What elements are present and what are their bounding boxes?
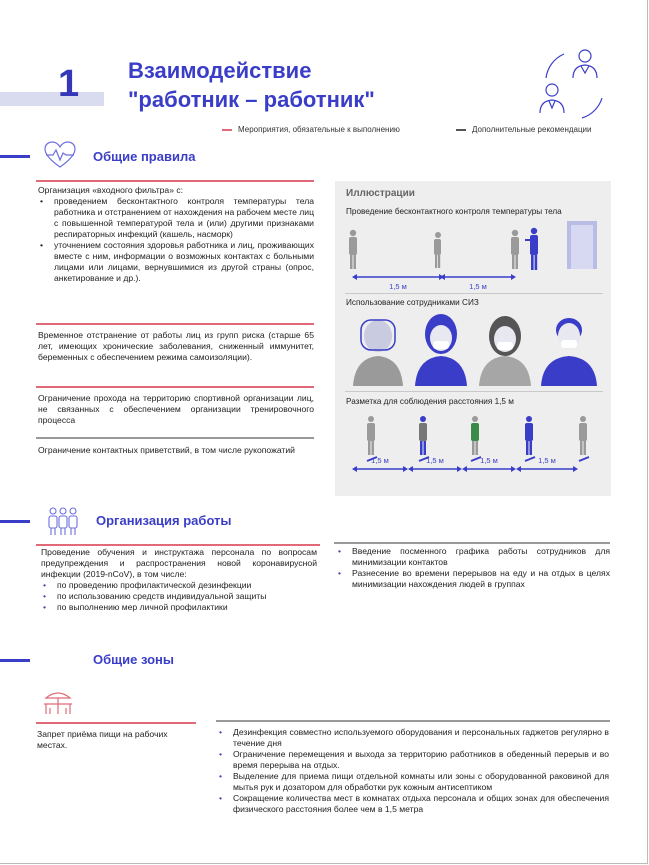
section-title-general: Общие правила bbox=[93, 149, 196, 164]
entry-filter-intro: Организация «входного фильтра» с: bbox=[38, 185, 184, 195]
optional-dash bbox=[456, 129, 466, 131]
temperature-check-illustration bbox=[343, 221, 605, 291]
illustrations-panel bbox=[335, 181, 611, 496]
list-item: • по использованию средств индивидуальной защиты bbox=[41, 591, 317, 602]
section-title-zones: Общие зоны bbox=[93, 652, 174, 667]
number-band bbox=[0, 92, 104, 106]
divider-grey bbox=[216, 720, 610, 722]
list-item: • уточнением состояния здоровья работника и лиц, проживающих вместе с ним, информации о возможных контактах с больными лицами или лицами, вернувшимися из другой страны (опрос, анкетирование и др.). bbox=[38, 240, 314, 284]
legend-mandatory-label: Мероприятия, обязательные к выполнению bbox=[238, 125, 400, 134]
list-item: • по проведению профилактической дезинфекции bbox=[41, 580, 317, 591]
section-bar-general bbox=[0, 155, 30, 158]
training-list bbox=[41, 580, 317, 613]
distance-label: 1,5 м bbox=[538, 456, 556, 465]
legend-mandatory bbox=[222, 125, 400, 135]
people-group-icon bbox=[46, 506, 80, 536]
distance-label: 1,5 м bbox=[480, 456, 498, 465]
divider-grey bbox=[334, 542, 610, 544]
divider-red bbox=[36, 722, 196, 724]
list-item: • по выполнению мер личной профилактики bbox=[41, 602, 317, 613]
divider-red bbox=[36, 323, 314, 325]
ppe-illustration bbox=[343, 312, 605, 386]
access-limit-text: Ограничение прохода на территорию спортивной организации лиц, не связанных с обеспечением организации тренировочного процесса bbox=[38, 393, 314, 425]
panel-separator bbox=[345, 293, 603, 294]
zones-block bbox=[217, 727, 609, 815]
divider-red bbox=[36, 386, 314, 388]
entry-filter-block bbox=[38, 185, 314, 284]
list-item: • Ограничение перемещения и выхода за территорию работников в обеденный перерыв и во время перерыва на отдых. bbox=[217, 749, 609, 771]
section-bar-work bbox=[0, 520, 30, 523]
divider-red bbox=[36, 544, 320, 546]
distance-marking-illustration bbox=[343, 411, 605, 491]
list-item: • Дезинфекция совместно используемого оборудования и персональных гаджетов регулярно в течение дня bbox=[217, 727, 609, 749]
mandatory-dash bbox=[222, 129, 232, 131]
dining-table-icon bbox=[40, 688, 76, 718]
list-item: • Выделение для приема пищи отдельной комнаты или зоны с оборудованной раковиной для мытья рук и дозатором для обработки рук кожным антисептиком bbox=[217, 771, 609, 793]
legend-optional-label: Дополнительные рекомендации bbox=[472, 125, 592, 134]
section-number: 1 bbox=[58, 63, 80, 105]
distance-label: 1,5 м bbox=[389, 282, 407, 291]
eating-ban-text: Запрет приёма пищи на рабочих местах. bbox=[37, 729, 168, 750]
page-title-line1: Взаимодействие bbox=[128, 58, 312, 83]
entry-filter-list bbox=[38, 196, 314, 284]
greeting-limit-text: Ограничение контактных приветствий, в том числе рукопожатий bbox=[38, 445, 295, 455]
training-block bbox=[41, 547, 317, 613]
divider-grey bbox=[36, 437, 314, 439]
page-title-line2: "работник – работник" bbox=[128, 86, 375, 112]
caption-temperature: Проведение бесконтактного контроля температуры тела bbox=[346, 207, 562, 216]
caption-distance-marking: Разметка для соблюдения расстояния 1,5 м bbox=[346, 397, 514, 406]
distance-label: 1,5 м bbox=[426, 456, 444, 465]
workers-illustration-icon bbox=[530, 40, 610, 120]
illustrations-title: Иллюстрации bbox=[346, 188, 415, 199]
section-title-work: Организация работы bbox=[96, 513, 232, 528]
shift-list bbox=[336, 546, 610, 590]
list-item: • проведением бесконтактного контроля температуры тела работника и отстранением от нахождения на рабочем месте лиц с повышенной температурой тела и (или) другими признаками респираторных инфекций (кашель, насморк) bbox=[38, 196, 314, 240]
risk-group-text: Временное отстранение от работы лиц из групп риска (старше 65 лет, имеющих хронические заболевания, сниженный иммунитет, беременных с обеспечением режима самоизоляции). bbox=[38, 330, 314, 362]
heart-pulse-icon bbox=[42, 140, 78, 170]
zones-list bbox=[217, 727, 609, 815]
caption-ppe: Использование сотрудниками СИЗ bbox=[346, 298, 479, 307]
distance-label: 1,5 м bbox=[469, 282, 487, 291]
divider-red bbox=[36, 180, 314, 182]
list-item: • Сокращение количества мест в комнатах отдыха персонала и общих зонах для обеспечения физического расстояния более чем в 1,5 метра bbox=[217, 793, 609, 815]
list-item: • Введение посменного графика работы сотрудников для минимизации контактов bbox=[336, 546, 610, 568]
section-bar-zones bbox=[0, 659, 30, 662]
distance-label: 1,5 м bbox=[371, 456, 389, 465]
shift-block bbox=[336, 546, 610, 590]
list-item: • Разнесение во времени перерывов на еду и на отдых в целях минимизации нахождения людей в группах bbox=[336, 568, 610, 590]
panel-separator bbox=[345, 391, 603, 392]
page-title bbox=[128, 57, 375, 114]
legend-optional bbox=[456, 125, 592, 135]
training-intro: Проведение обучения и инструктажа персонала по вопросам предупреждения и распространения новой коронавирусной инфекции (2019-nCoV), в том числе: bbox=[41, 547, 317, 579]
